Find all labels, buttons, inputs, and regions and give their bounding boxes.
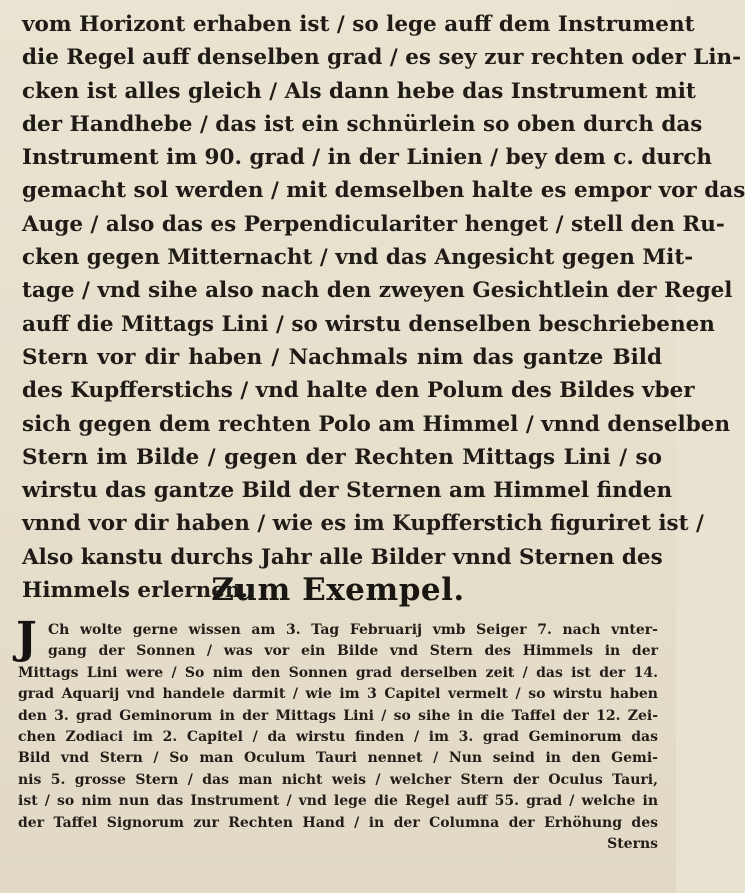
text-line: Ch wolte gerne wissen am 3. Tag Februarij vmb Seiger 7. nach vnter-	[48, 622, 658, 638]
text-line: cken gegen Mitternacht / vnd das Angesicht gegen Mit-	[22, 245, 694, 271]
text-line: wirstu das gantze Bild der Sternen am Himmel finden	[22, 478, 673, 504]
text-line: grad Aquarij vnd handele darmit / wie im 3 Capitel vermelt / so wirstu haben	[18, 686, 658, 703]
text-line: cken ist alles gleich / Als dann hebe das Instrument mit	[22, 78, 696, 104]
text-line: nis 5. grosse Stern / das man nicht weis / welcher Stern der Oculus Tauri,	[18, 771, 658, 788]
text-line: die Regel auff denselben grad / es sey zur rechten oder Lin-	[22, 45, 742, 71]
decorated-initial: J	[16, 613, 37, 664]
text-line: Also kanstu durchs Jahr alle Bilder vnnd Sternen des	[22, 544, 663, 570]
text-line: Mittags Lini were / So nim den Sonnen grad derselben zeit / das ist der 14.	[18, 664, 658, 681]
text-line: Bild vnd Stern / So man Oculum Tauri nennet / Nun seind in den Gemi-	[18, 750, 658, 767]
text-line: auff die Mittags Lini / so wirstu denselben beschriebenen	[22, 311, 715, 337]
text-line: chen Zodiaci im 2. Capitel / da wirstu finden / im 3. grad Geminorum das	[18, 728, 658, 745]
text-line: Auge / also das es Perpendiculariter henget / stell den Ru-	[22, 211, 725, 237]
text-line: der Handhebe / das ist ein schnürlein so oben durch das	[22, 111, 703, 137]
upper-paragraph	[22, 8, 745, 607]
text-line: der Taffel Signorum zur Rechten Hand / in der Columna der Erhöhung des	[18, 814, 658, 831]
text-line: gemacht sol werden / mit demselben halte es empor vor das	[22, 178, 745, 204]
text-line: ist / so nim nun das Instrument / vnd lege die Regel auff 55. grad / welche in	[18, 793, 658, 810]
text-line: des Kupfferstichs / vnd halte den Polum des Bildes vber	[22, 378, 695, 404]
lower-paragraph	[18, 620, 658, 855]
text-line: sich gegen dem rechten Polo am Himmel / vnnd denselben	[22, 411, 731, 437]
text-line: vnnd vor dir haben / wie es im Kupfferstich figuriret ist /	[22, 511, 704, 537]
text-line: Instrument im 90. grad / in der Linien / bey dem c. durch	[22, 145, 713, 171]
text-line: Himmels erlernen.	[22, 578, 249, 604]
text-line: Sterns	[607, 835, 658, 852]
text-line: gang der Sonnen / was vor ein Bilde vnd Stern des Himmels in der	[48, 643, 658, 660]
text-line: Stern vor dir haben / Nachmals nim das gantze Bild	[22, 344, 662, 370]
text-line: den 3. grad Geminorum in der Mittags Lini / so sihe in die Taffel der 12. Zei-	[18, 707, 658, 724]
text-line: tage / vnd sihe also nach den zweyen Gesichtlein der Regel	[22, 278, 733, 304]
text-line: vom Horizont erhaben ist / so lege auff dem Instrument	[22, 12, 695, 37]
text-line: Stern im Bilde / gegen der Rechten Mittags Lini / so	[22, 444, 662, 470]
section-heading: Zum Exempel.	[211, 572, 465, 608]
